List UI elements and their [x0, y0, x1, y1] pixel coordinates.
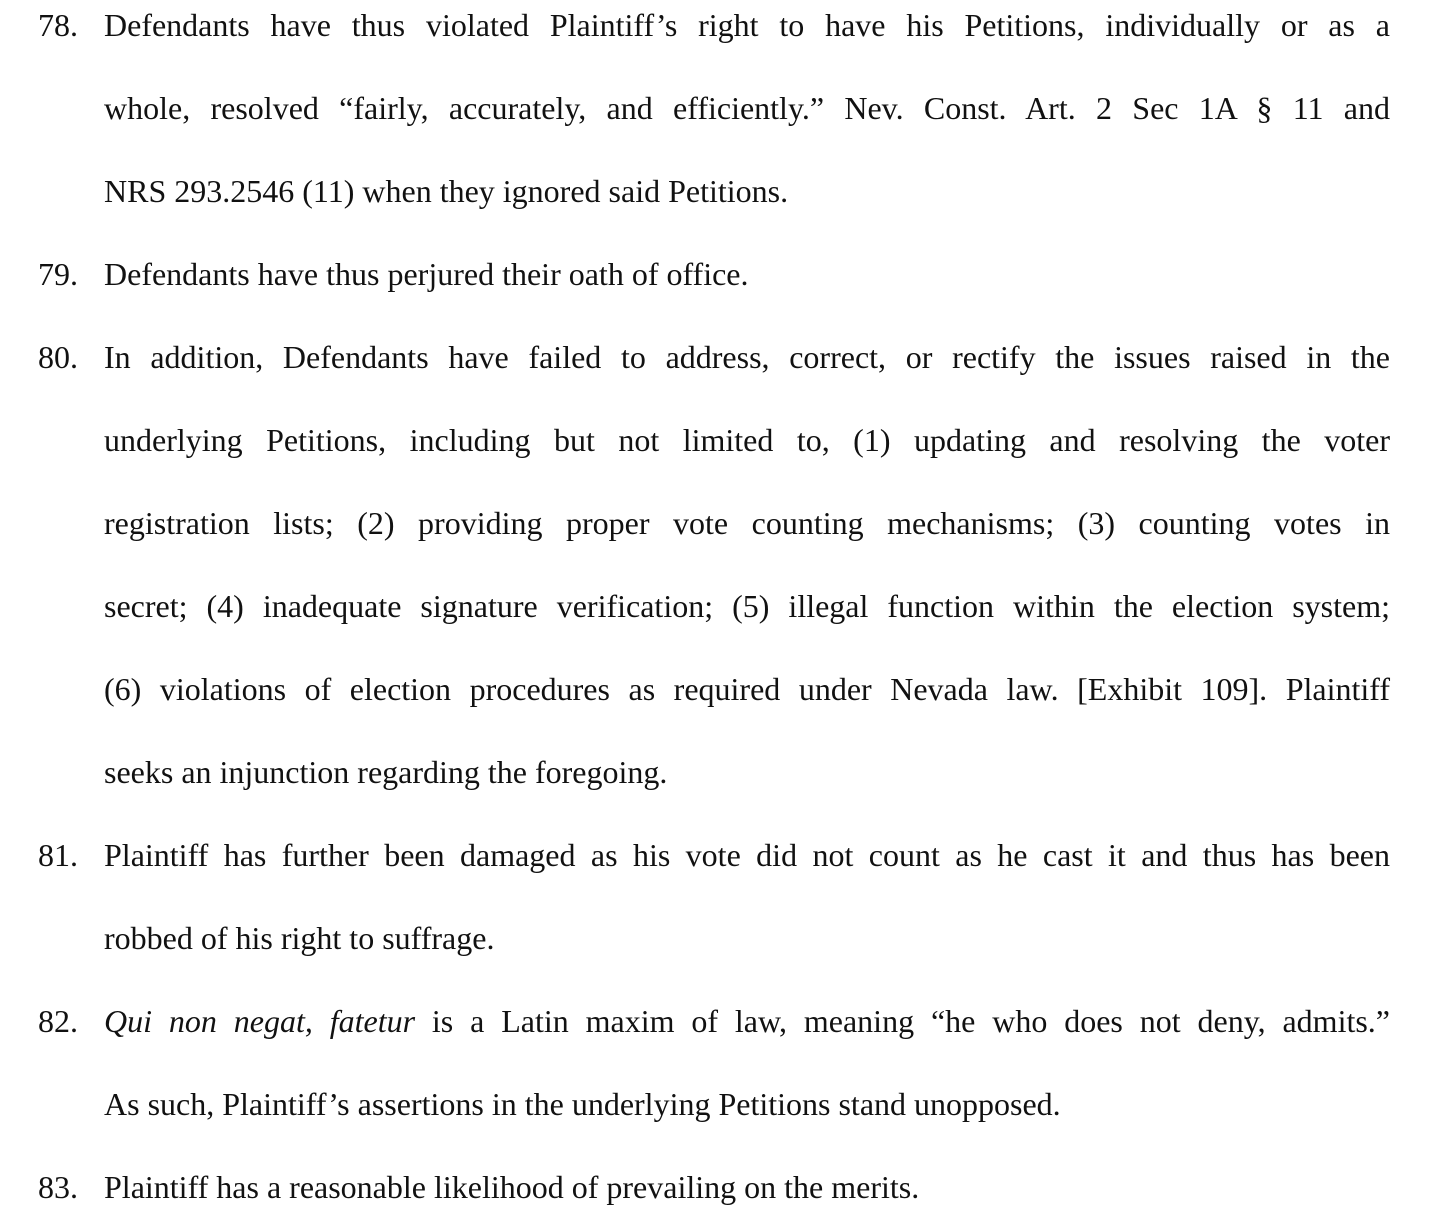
paragraph-line: underlying Petitions, including but not limited to, (1) updating and resolving the voter [104, 422, 1390, 458]
paragraph-line: robbed of his right to suffrage. [104, 920, 495, 956]
paragraph-line-rest: is a Latin maxim of law, meaning “he who does not deny, admits.” [415, 1003, 1391, 1039]
paragraph-line: registration lists; (2) providing proper vote counting mechanisms; (3) counting votes in [104, 505, 1390, 541]
paragraph-number: 83. [38, 1169, 78, 1205]
paragraph-number: 79. [38, 256, 78, 292]
paragraph-number: 81. [38, 837, 78, 873]
paragraph-line: seeks an injunction regarding the foregoing. [104, 754, 668, 790]
paragraph-line: As such, Plaintiff’s assertions in the underlying Petitions stand unopposed. [104, 1086, 1061, 1122]
latin-maxim: Qui non negat, fatetur [104, 1003, 416, 1039]
paragraph-line: In addition, Defendants have failed to address, correct, or rectify the issues raised in the [104, 339, 1390, 375]
paragraph-line: NRS 293.2546 (11) when they ignored said Petitions. [104, 173, 789, 209]
paragraph-line: secret; (4) inadequate signature verification; (5) illegal function within the election system; [104, 588, 1390, 624]
paragraph-line [104, 996, 1390, 1046]
paragraph-line: Defendants have thus perjured their oath of office. [104, 256, 749, 292]
paragraph-line: whole, resolved “fairly, accurately, and efficiently.” Nev. Const. Art. 2 Sec 1A § 11 and [104, 90, 1390, 126]
paragraph-number: 82. [38, 1003, 78, 1039]
paragraph-line: Plaintiff has further been damaged as his vote did not count as he cast it and thus has been [104, 837, 1390, 873]
paragraph-line: Defendants have thus violated Plaintiff’s right to have his Petitions, individually or as a [104, 7, 1390, 43]
paragraph-line: Plaintiff has a reasonable likelihood of prevailing on the merits. [104, 1169, 920, 1205]
paragraph-number: 80. [38, 339, 78, 375]
paragraph-number: 78. [38, 7, 78, 43]
paragraph-line: (6) violations of election procedures as required under Nevada law. [Exhibit 109]. Plaintiff [104, 671, 1390, 707]
